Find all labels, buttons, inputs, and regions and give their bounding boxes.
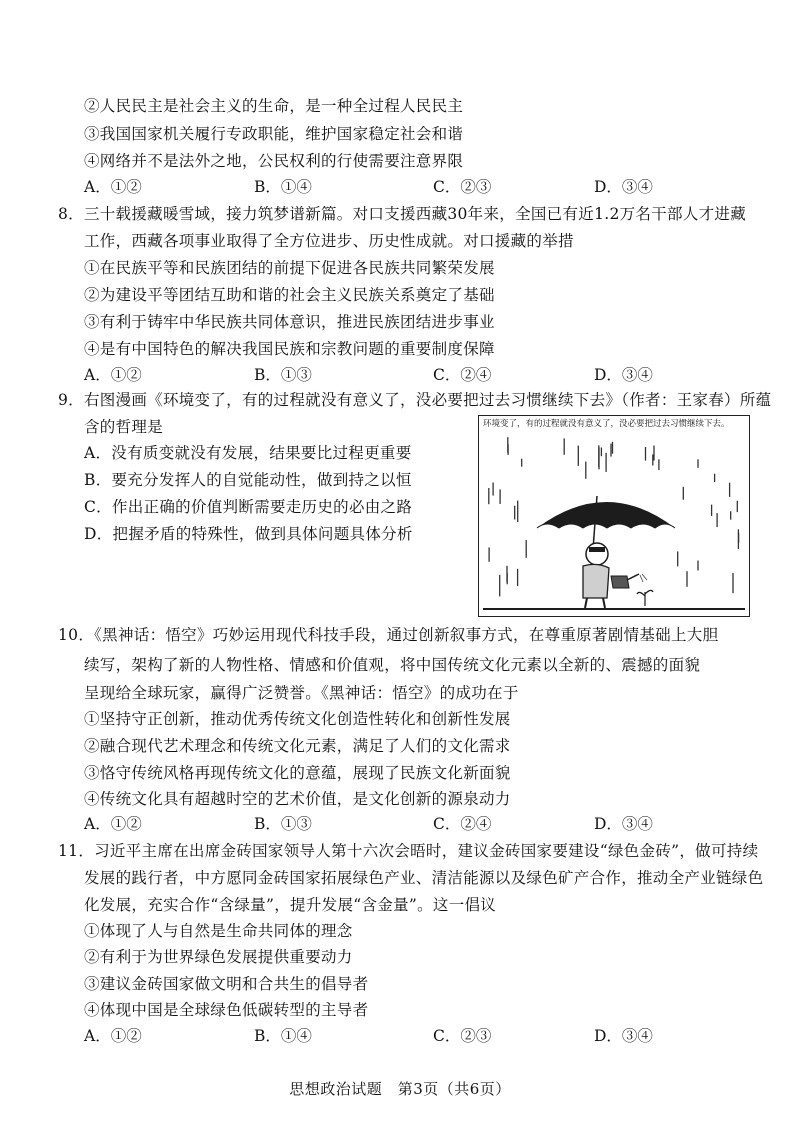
q8-item-1: ①在民族平等和民族团结的前提下促进各民族共同繁荣发展 [84,259,495,277]
cartoon-caption: 环境变了，有的过程就没有意义了，没必要把过去习惯继续下去。 [483,419,730,429]
small-plant [637,590,653,606]
q11-stem-line-3: 化发展，充实合作“含绿量”，提升发展“含金量”。这一倡议 [84,896,497,914]
q7-item-2: ②人民民主是社会主义的生命，是一种全过程人民民主 [84,97,464,115]
q8-item-2: ②为建设平等团结互助和谐的社会主义民族关系奠定了基础 [84,286,495,304]
q8-stem-line-2: 工作，西藏各项事业取得了全方位进步、历史性成就。对口援藏的举措 [84,232,574,250]
q9-option-b: B．要充分发挥人的自觉能动性，做到持之以恒 [84,471,412,489]
q11-option-d: D．③④ [594,1027,653,1045]
q7-option-c: C．②③ [433,178,492,196]
person-leg-left [585,598,587,608]
q11-option-b: B．①④ [254,1027,312,1045]
q10-item-4: ④传统文化具有超越时空的艺术价值，是文化创新的源泉动力 [84,790,511,808]
q10-item-3: ③恪守传统风格再现传统文化的意蕴，展现了民族文化新面貌 [84,764,511,782]
q11-stem-line-2: 发展的践行者，中方愿同金砖国家拓展绿色产业、清洁能源以及绿色矿产合作，推动全产业链绿色 [84,869,764,887]
q11-item-3: ③建议金砖国家做文明和合共生的倡导者 [84,975,369,993]
q9-option-c: C．作出正确的价值判断需要走历史的必由之路 [84,498,413,516]
q8-option-c: C．②④ [433,366,492,384]
person-body [583,564,609,598]
q7-option-a: A．①② [84,178,142,196]
person-glasses [589,547,605,552]
q10-item-2: ②融合现代艺术理念和传统文化元素，满足了人们的文化需求 [84,737,511,755]
q8-stem-line-1: 8．三十载援藏暖雪域，接力筑梦谱新篇。对口支援西藏30年来，全国已有近1.2万名干部人才进藏 [58,205,747,223]
q7-item-3: ③我国国家机关履行专政职能，维护国家稳定社会和谐 [84,125,464,143]
q7-item-4: ④网络并不是法外之地，公民权利的行使需要注意界限 [84,152,464,170]
q7-option-b: B．①④ [254,178,312,196]
q11-item-2: ②有利于为世界绿色发展提供重要动力 [84,948,353,966]
q8-item-3: ③有利于铸牢中华民族共同体意识，推进民族团结进步事业 [84,313,495,331]
q9-option-d: D．把握矛盾的特殊性，做到具体问题具体分析 [84,525,413,543]
q11-item-1: ①体现了人与自然是生命共同体的理念 [84,922,353,940]
q10-item-1: ①坚持守正创新，推动优秀传统文化创造性转化和创新性发展 [84,710,511,728]
q9-stem-line-1: 9．右图漫画《环境变了，有的过程就没有意义了，没必要把过去习惯继续下去》（作者：王家春）所蕴 [58,391,772,409]
q10-stem-line-2: 续写，架构了新的人物性格、情感和价值观，将中国传统文化元素以全新的、震撼的面貌 [84,656,701,674]
q10-option-a: A．①② [84,815,142,833]
q11-item-4: ④体现中国是全球绿色低碳转型的主导者 [84,1001,369,1019]
q10-option-b: B．①③ [254,815,312,833]
q7-option-d: D．③④ [594,178,653,196]
q8-item-4: ④是有中国特色的解决我国民族和宗教问题的重要制度保障 [84,340,495,358]
person-leg-right [603,598,605,608]
umbrella-canopy [537,502,675,528]
q10-stem-line-3: 呈现给全球玩家，赢得广泛赞誉。《黑神话：悟空》的成功在于 [84,684,519,702]
person-head [586,543,608,565]
watering-can-spout [627,574,639,580]
cartoon-illustration [478,415,750,617]
cartoon-rain-umbrella-drawing [479,416,749,616]
page-footer: 思想政治试题 第3页（共6页） [289,1080,511,1098]
q10-option-c: C．②④ [433,815,492,833]
q11-option-a: A．①② [84,1027,142,1045]
water-drops [640,574,647,582]
watering-can [611,576,629,588]
q11-stem-line-1: 11．习近平主席在出席金砖国家领导人第十六次会晤时，建议金砖国家要建设“绿色金砖”，做可持续 [58,842,759,860]
q10-stem-line-1: 10．《黑神话：悟空》巧妙运用现代科技手段，通过创新叙事方式，在尊重原著剧情基础上大胆 [58,626,719,644]
q8-option-a: A．①② [84,366,142,384]
q10-option-d: D．③④ [594,815,653,833]
q11-option-c: C．②③ [433,1027,492,1045]
q8-option-d: D．③④ [594,366,653,384]
q9-option-a: A．没有质变就没有发展，结果要比过程更重要 [84,444,412,462]
q9-stem-line-2: 含的哲理是 [84,418,164,436]
q8-option-b: B．①③ [254,366,312,384]
